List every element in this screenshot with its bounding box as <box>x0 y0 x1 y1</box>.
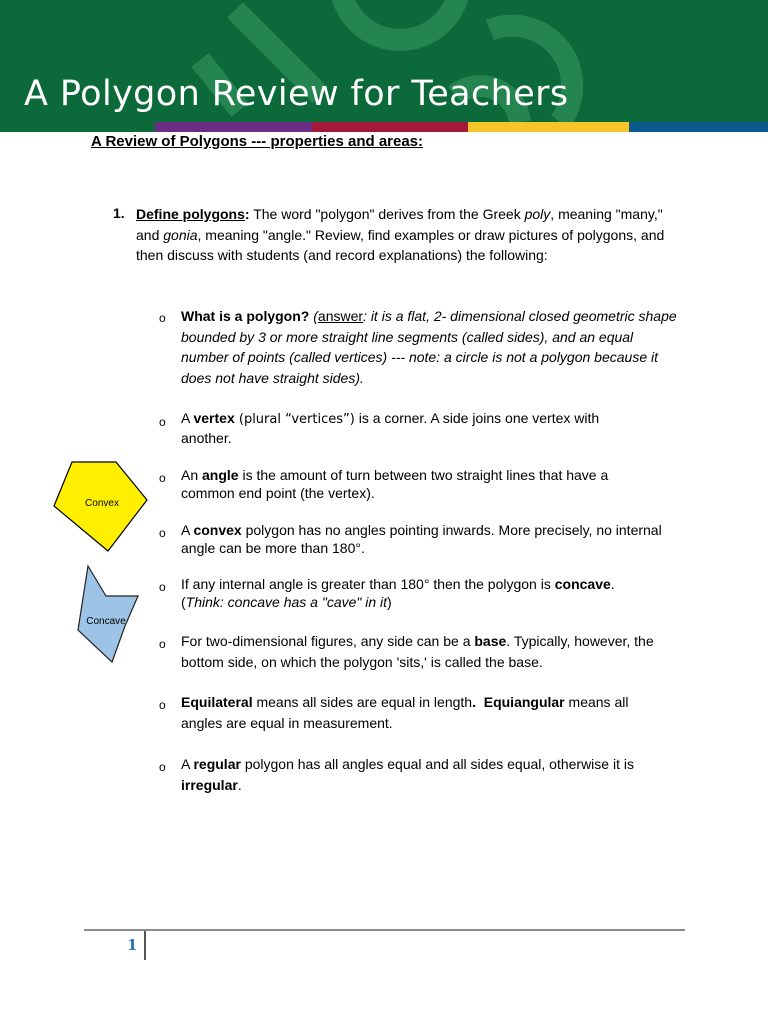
stripe <box>155 122 312 132</box>
item-word-gonia: gonia <box>163 226 198 243</box>
concave-polygon-illustration <box>74 562 144 666</box>
stripe <box>0 122 155 132</box>
bullet-term: Equilateral <box>181 694 253 710</box>
bullet-dot: . <box>472 694 476 710</box>
bullet-pre: For two-dimensional figures, any side can be a <box>181 633 475 649</box>
bullet-angle <box>181 466 661 502</box>
bullet-term: concave <box>554 576 611 592</box>
bullet-pre: An <box>181 467 203 483</box>
bullet-pre: A <box>181 756 194 772</box>
bullet-close-paren: ) <box>387 594 392 610</box>
bullet-term: vertex <box>193 410 235 426</box>
bullet-text: is a corner. A side joins one vertex with another. <box>181 410 600 446</box>
bullet-pre: A <box>181 410 194 426</box>
bullet-term: angle <box>202 467 239 483</box>
stripe <box>629 122 768 132</box>
item-text-3: , meaning "angle." Review, find examples or draw pictures of polygons, and then discuss with students (and record explanations) the following: <box>136 226 665 263</box>
bullet-concave <box>181 575 671 611</box>
bullet-equilateral <box>181 692 671 733</box>
bullet-open-paren: ( <box>309 308 318 324</box>
bullet-term: What is a polygon? <box>181 308 310 324</box>
bullet-term: convex <box>193 522 242 538</box>
bullet-text: polygon has no angles pointing inwards. More precisely, no internal angle can be more than 180°. <box>181 522 662 556</box>
bullet-marker: o <box>159 311 166 325</box>
bullet-post: . <box>610 576 615 592</box>
bullet-term-2: irregular <box>181 776 238 793</box>
concave-polygon-shape <box>78 566 138 662</box>
footer-divider <box>84 929 685 931</box>
bullet-text: is the amount of turn between two straight lines that have a common end point (the vertex). <box>181 467 609 501</box>
item-term-colon: : <box>244 206 250 222</box>
answer-label: answer <box>317 308 364 324</box>
bullet-marker: o <box>159 698 166 712</box>
item-word-poly: poly <box>524 206 551 222</box>
bullet-text: means all sides are equal in length <box>252 694 473 710</box>
item-text-1: The word "polygon" derives from the Greek <box>249 206 525 222</box>
color-stripes <box>0 122 768 132</box>
bullet-plural: (plural “vertices”) <box>234 412 355 427</box>
bullet-post: . <box>237 776 242 793</box>
page-title: A Polygon Review for Teachers <box>24 74 569 114</box>
bullet-marker: o <box>159 415 166 429</box>
bullet-answer-text: : it is a flat, 2- dimensional closed geometric shape bounded by 3 or more straight line segments (called sides), and an equal number of points (called vertices) --- note: a circle is not a polygon because it does not have straight sides). <box>181 308 677 386</box>
header-banner <box>0 0 768 122</box>
convex-polygon-illustration <box>50 458 150 556</box>
page-number-bar <box>144 931 146 960</box>
stripe <box>312 122 468 132</box>
bullet-term: regular <box>193 756 241 772</box>
item-number: 1. <box>113 205 125 221</box>
item-text-2: , meaning "many," and <box>136 206 663 243</box>
bullet-marker: o <box>159 471 166 485</box>
page-number: 1 <box>127 936 138 954</box>
bullet-marker: o <box>159 580 166 594</box>
bullet-text: polygon has all angles equal and all sides equal, otherwise it is <box>240 756 634 772</box>
item-term: Define polygons <box>136 206 245 222</box>
section-heading-colon: : <box>418 133 424 150</box>
bullet-vertex <box>181 409 651 447</box>
stripe <box>468 122 629 132</box>
bullet-text-2: means all angles are equal in measurement. <box>181 694 629 731</box>
bullet-think: Think: concave has a "cave" in it <box>185 594 388 610</box>
bullet-convex <box>181 521 671 557</box>
bullet-base <box>181 631 671 672</box>
bullet-marker: o <box>159 637 166 651</box>
bullet-marker: o <box>159 760 166 774</box>
bullet-regular <box>181 754 681 795</box>
convex-label: Convex <box>85 498 119 509</box>
bullet-pre: A <box>181 522 194 538</box>
section-heading-text: A Review of Polygons --- properties and areas <box>91 133 419 150</box>
bullet-text: . Typically, however, the bottom side, on which the polygon 'sits,' is called the base. <box>181 633 654 670</box>
bullet-pre: If any internal angle is greater than 180° then the polygon is <box>181 576 555 592</box>
bullet-term-2: Equiangular <box>483 694 565 710</box>
bullet-marker: o <box>159 526 166 540</box>
section-heading <box>91 133 423 150</box>
bullet-term: base <box>474 633 507 649</box>
bullet-open-paren: ( <box>181 594 186 610</box>
concave-label: Concave <box>86 616 126 627</box>
bullet-what-is-polygon <box>181 306 681 388</box>
item-define-polygons <box>136 204 676 266</box>
